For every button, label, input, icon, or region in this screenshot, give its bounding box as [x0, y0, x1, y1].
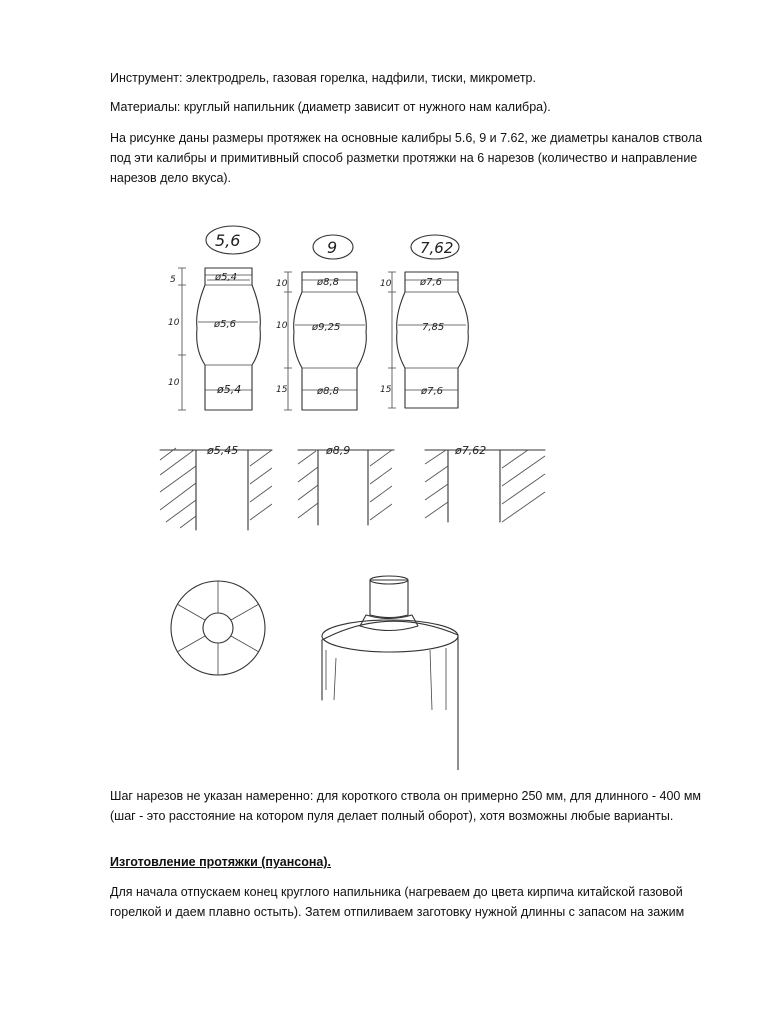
broach-9	[276, 235, 366, 410]
bore-diameter: ø5,45	[207, 444, 239, 457]
bottom-diameter: ø5,4	[217, 383, 242, 396]
svg-text:15: 15	[276, 385, 288, 395]
caliber-label: 7,62	[420, 239, 454, 257]
svg-text:10: 10	[276, 279, 288, 289]
marking-disc	[171, 581, 265, 675]
svg-text:10: 10	[380, 279, 392, 289]
svg-text:5: 5	[170, 275, 176, 285]
bore-diameter: ø8,9	[326, 444, 351, 457]
bottom-diameter: ø8,8	[317, 386, 340, 397]
tools-paragraph: Инструмент: электродрель, газовая горелка, надфили, тиски, микрометр.	[110, 71, 536, 85]
caliber-label: 9	[327, 238, 338, 257]
bottom-diameter: ø7,6	[421, 386, 444, 397]
svg-text:10: 10	[168, 318, 180, 328]
bore-5-45	[160, 444, 272, 530]
broach-in-workpiece	[322, 576, 458, 770]
bore-7-62	[425, 444, 545, 522]
making-paragraph: Для начала отпускаем конец круглого напильника (нагреваем до цвета кирпича китайской газовой горелкой и даем плавно остыть). Затем отпиливаем заготовку нужной длинны с запасом на зажим	[110, 885, 685, 919]
svg-text:10: 10	[168, 378, 180, 388]
pitch-paragraph: Шаг нарезов не указан намеренно: для короткого ствола он примерно 250 мм, для длинного - 400 мм (шаг - это расстояние на котором пуля делает полный оборот), хотя возможны любые варианты.	[110, 789, 702, 823]
broach-7-62	[380, 235, 468, 408]
bore-8-9	[298, 444, 394, 525]
technical-sketch	[0, 210, 768, 770]
top-diameter: ø7,6	[420, 277, 443, 288]
intro-paragraph: На рисунке даны размеры протяжек на основные калибры 5.6, 9 и 7.62, же диаметры каналов ствола под эти калибры и примитивный способ разметки протяжки на 6 нарезов (количество и направление нарезов дело вкуса).	[110, 131, 703, 185]
section-heading: Изготовление протяжки (пуансона).	[110, 855, 331, 869]
mid-diameter: 7,85	[422, 322, 445, 333]
materials-paragraph: Материалы: круглый напильник (диаметр зависит от нужного нам калибра).	[110, 100, 551, 114]
top-diameter: ø8,8	[317, 277, 340, 288]
svg-text:10: 10	[276, 321, 288, 331]
mid-diameter: ø5,6	[214, 319, 237, 330]
top-diameter: ø5,4	[215, 272, 238, 283]
caliber-label: 5,6	[215, 231, 241, 250]
bore-diameter: ø7,62	[455, 444, 487, 457]
broach-5-6	[168, 226, 260, 410]
mid-diameter: ø9,25	[312, 322, 341, 333]
svg-text:15: 15	[380, 385, 392, 395]
